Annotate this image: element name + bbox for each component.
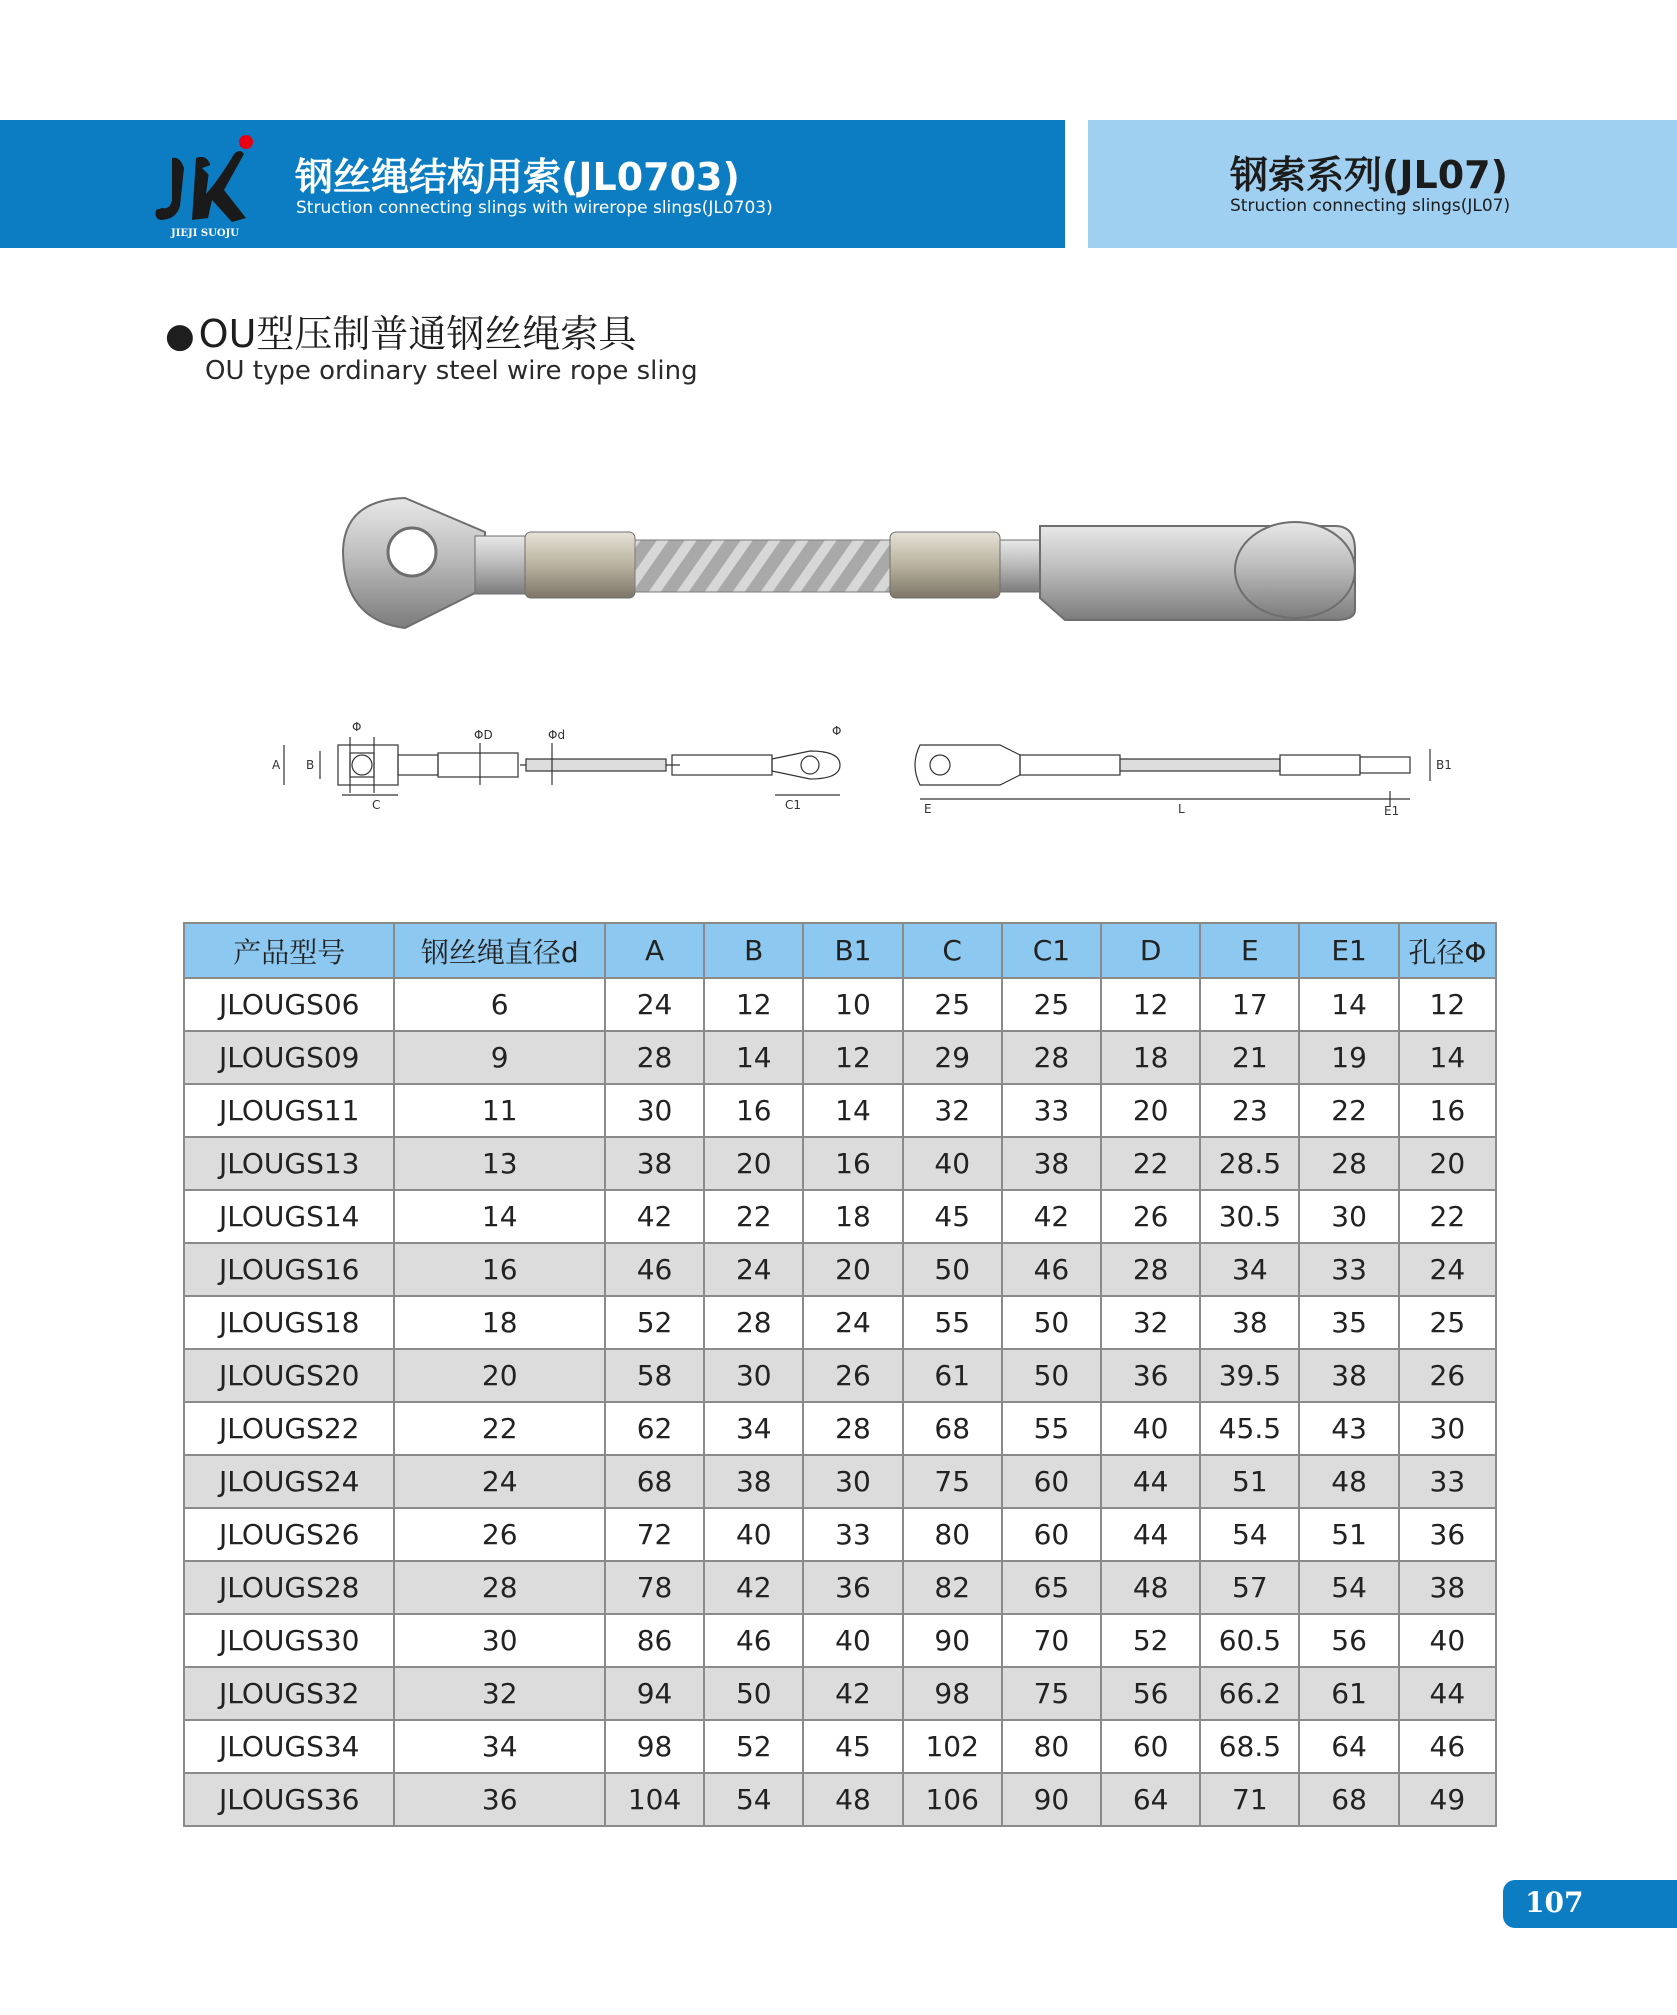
- table-cell: 22: [704, 1190, 803, 1243]
- column-header: B: [704, 923, 803, 978]
- table-cell: 36: [394, 1773, 604, 1826]
- table-cell: 104: [605, 1773, 704, 1826]
- table-cell: 9: [394, 1031, 604, 1084]
- table-cell: 52: [605, 1296, 704, 1349]
- table-cell: 40: [1101, 1402, 1200, 1455]
- table-cell: 55: [903, 1296, 1002, 1349]
- table-cell: 20: [803, 1243, 902, 1296]
- label-c: C: [372, 798, 381, 812]
- table-cell: 80: [1002, 1720, 1101, 1773]
- table-cell: 26: [394, 1508, 604, 1561]
- company-logo: [150, 128, 260, 240]
- logo-text: JIEJI SUOJU: [170, 228, 240, 239]
- table-cell: 51: [1299, 1508, 1398, 1561]
- table-cell: 12: [803, 1031, 902, 1084]
- model-cell: JLOUGS13: [184, 1137, 394, 1190]
- model-cell: JLOUGS32: [184, 1667, 394, 1720]
- table-cell: 68: [1299, 1773, 1398, 1826]
- table-cell: 36: [1101, 1349, 1200, 1402]
- table-cell: 72: [605, 1508, 704, 1561]
- table-cell: 14: [803, 1084, 902, 1137]
- column-header: E1: [1299, 923, 1398, 978]
- table-cell: 86: [605, 1614, 704, 1667]
- table-cell: 80: [903, 1508, 1002, 1561]
- table-row: [184, 1508, 1496, 1561]
- column-header: 钢丝绳直径d: [394, 923, 604, 978]
- table-cell: 26: [1101, 1190, 1200, 1243]
- table-cell: 32: [394, 1667, 604, 1720]
- label-b: B: [306, 758, 315, 772]
- table-cell: 94: [605, 1667, 704, 1720]
- table-cell: 28: [803, 1402, 902, 1455]
- label-a: A: [272, 758, 281, 772]
- table-cell: 75: [1002, 1667, 1101, 1720]
- model-cell: JLOUGS34: [184, 1720, 394, 1773]
- table-cell: 58: [605, 1349, 704, 1402]
- table-row: [184, 1720, 1496, 1773]
- model-cell: JLOUGS06: [184, 978, 394, 1031]
- column-header: C1: [1002, 923, 1101, 978]
- table-cell: 45: [903, 1190, 1002, 1243]
- table-cell: 21: [1200, 1031, 1299, 1084]
- table-cell: 25: [1399, 1296, 1496, 1349]
- model-cell: JLOUGS14: [184, 1190, 394, 1243]
- table-cell: 18: [803, 1190, 902, 1243]
- table-cell: 20: [394, 1349, 604, 1402]
- table-cell: 28: [1101, 1243, 1200, 1296]
- table-cell: 39.5: [1200, 1349, 1299, 1402]
- table-cell: 57: [1200, 1561, 1299, 1614]
- table-row: [184, 1667, 1496, 1720]
- table-cell: 12: [1101, 978, 1200, 1031]
- table-cell: 45.5: [1200, 1402, 1299, 1455]
- model-cell: JLOUGS20: [184, 1349, 394, 1402]
- table-cell: 71: [1200, 1773, 1299, 1826]
- label-e: E: [924, 802, 932, 816]
- table-cell: 50: [704, 1667, 803, 1720]
- table-cell: 49: [1399, 1773, 1496, 1826]
- model-cell: JLOUGS28: [184, 1561, 394, 1614]
- model-cell: JLOUGS30: [184, 1614, 394, 1667]
- table-cell: 28: [394, 1561, 604, 1614]
- table-row: [184, 978, 1496, 1031]
- table-cell: 18: [1101, 1031, 1200, 1084]
- table-cell: 30: [605, 1084, 704, 1137]
- series-title: 钢索系列(JL07): [1230, 153, 1508, 197]
- table-cell: 42: [605, 1190, 704, 1243]
- bullet-icon: ●: [165, 316, 195, 356]
- table-row: [184, 1349, 1496, 1402]
- table-cell: 65: [1002, 1561, 1101, 1614]
- table-cell: 28: [1299, 1137, 1398, 1190]
- table-row: [184, 1190, 1496, 1243]
- section-title-text: OU型压制普通钢丝绳索具: [198, 312, 637, 356]
- label-c1: C1: [785, 798, 802, 812]
- table-cell: 55: [1002, 1402, 1101, 1455]
- table-cell: 30: [394, 1614, 604, 1667]
- table-cell: 35: [1299, 1296, 1398, 1349]
- table-cell: 68: [605, 1455, 704, 1508]
- table-header-row: [184, 923, 1496, 978]
- table-cell: 13: [394, 1137, 604, 1190]
- column-header: C: [903, 923, 1002, 978]
- table-cell: 33: [1002, 1084, 1101, 1137]
- table-cell: 22: [1299, 1084, 1398, 1137]
- spec-table: [183, 922, 1497, 1827]
- table-cell: 38: [704, 1455, 803, 1508]
- table-cell: 28: [1002, 1031, 1101, 1084]
- table-row: [184, 1084, 1496, 1137]
- table-cell: 30.5: [1200, 1190, 1299, 1243]
- table-cell: 40: [704, 1508, 803, 1561]
- table-row: [184, 1614, 1496, 1667]
- table-cell: 48: [1299, 1455, 1398, 1508]
- table-cell: 42: [803, 1667, 902, 1720]
- table-cell: 48: [803, 1773, 902, 1826]
- table-cell: 20: [704, 1137, 803, 1190]
- table-cell: 24: [803, 1296, 902, 1349]
- table-row: [184, 1773, 1496, 1826]
- table-cell: 56: [1299, 1614, 1398, 1667]
- column-header: E: [1200, 923, 1299, 978]
- table-cell: 16: [803, 1137, 902, 1190]
- table-cell: 22: [1101, 1137, 1200, 1190]
- table-cell: 61: [903, 1349, 1002, 1402]
- model-cell: JLOUGS22: [184, 1402, 394, 1455]
- table-row: [184, 1031, 1496, 1084]
- table-cell: 44: [1101, 1455, 1200, 1508]
- table-cell: 82: [903, 1561, 1002, 1614]
- table-cell: 33: [803, 1508, 902, 1561]
- table-cell: 68.5: [1200, 1720, 1299, 1773]
- column-header: 产品型号: [184, 923, 394, 978]
- table-cell: 33: [1299, 1243, 1398, 1296]
- table-cell: 16: [704, 1084, 803, 1137]
- column-header: D: [1101, 923, 1200, 978]
- table-cell: 62: [605, 1402, 704, 1455]
- table-cell: 68: [903, 1402, 1002, 1455]
- table-cell: 14: [1299, 978, 1398, 1031]
- table-cell: 14: [704, 1031, 803, 1084]
- table-cell: 30: [803, 1455, 902, 1508]
- table-cell: 44: [1399, 1667, 1496, 1720]
- table-cell: 90: [903, 1614, 1002, 1667]
- label-l: L: [1178, 802, 1185, 816]
- table-cell: 28.5: [1200, 1137, 1299, 1190]
- column-header: B1: [803, 923, 902, 978]
- model-cell: JLOUGS09: [184, 1031, 394, 1084]
- table-cell: 52: [1101, 1614, 1200, 1667]
- table-cell: 38: [1002, 1137, 1101, 1190]
- table-cell: 34: [394, 1720, 604, 1773]
- header-title: 钢丝绳结构用索(JL0703): [295, 155, 740, 199]
- model-cell: JLOUGS16: [184, 1243, 394, 1296]
- table-cell: 16: [394, 1243, 604, 1296]
- technical-drawing: [272, 715, 1480, 825]
- table-cell: 46: [1002, 1243, 1101, 1296]
- table-cell: 26: [803, 1349, 902, 1402]
- table-cell: 29: [903, 1031, 1002, 1084]
- table-cell: 14: [1399, 1031, 1496, 1084]
- table-cell: 66.2: [1200, 1667, 1299, 1720]
- table-cell: 70: [1002, 1614, 1101, 1667]
- table-cell: 19: [1299, 1031, 1398, 1084]
- table-cell: 26: [1399, 1349, 1496, 1402]
- table-cell: 10: [803, 978, 902, 1031]
- table-cell: 61: [1299, 1667, 1398, 1720]
- table-cell: 22: [1399, 1190, 1496, 1243]
- table-cell: 51: [1200, 1455, 1299, 1508]
- table-cell: 24: [704, 1243, 803, 1296]
- table-cell: 50: [903, 1243, 1002, 1296]
- table-cell: 18: [394, 1296, 604, 1349]
- table-cell: 24: [605, 978, 704, 1031]
- table-row: [184, 1296, 1496, 1349]
- table-cell: 25: [1002, 978, 1101, 1031]
- table-cell: 12: [704, 978, 803, 1031]
- table-cell: 34: [704, 1402, 803, 1455]
- table-cell: 90: [1002, 1773, 1101, 1826]
- table-cell: 24: [394, 1455, 604, 1508]
- table-cell: 75: [903, 1455, 1002, 1508]
- table-cell: 64: [1101, 1773, 1200, 1826]
- column-header: A: [605, 923, 704, 978]
- model-cell: JLOUGS36: [184, 1773, 394, 1826]
- table-cell: 50: [1002, 1349, 1101, 1402]
- table-cell: 38: [1399, 1561, 1496, 1614]
- table-cell: 46: [605, 1243, 704, 1296]
- table-cell: 54: [1200, 1508, 1299, 1561]
- table-cell: 54: [1299, 1561, 1398, 1614]
- table-cell: 48: [1101, 1561, 1200, 1614]
- table-cell: 38: [605, 1137, 704, 1190]
- section-subtitle: OU type ordinary steel wire rope sling: [205, 356, 698, 386]
- table-cell: 30: [704, 1349, 803, 1402]
- label-phi-d-big: ΦD: [474, 728, 493, 742]
- table-cell: 20: [1399, 1137, 1496, 1190]
- table-cell: 32: [903, 1084, 1002, 1137]
- table-cell: 50: [1002, 1296, 1101, 1349]
- table-cell: 16: [1399, 1084, 1496, 1137]
- table-cell: 52: [704, 1720, 803, 1773]
- table-cell: 40: [1399, 1614, 1496, 1667]
- table-cell: 42: [1002, 1190, 1101, 1243]
- table-cell: 46: [1399, 1720, 1496, 1773]
- table-cell: 42: [704, 1561, 803, 1614]
- table-cell: 98: [605, 1720, 704, 1773]
- table-cell: 23: [1200, 1084, 1299, 1137]
- product-photo: [335, 480, 1415, 650]
- table-cell: 36: [803, 1561, 902, 1614]
- table-cell: 60: [1002, 1455, 1101, 1508]
- table-row: [184, 1402, 1496, 1455]
- table-cell: 30: [1399, 1402, 1496, 1455]
- table-cell: 17: [1200, 978, 1299, 1031]
- table-cell: 40: [903, 1137, 1002, 1190]
- table-cell: 32: [1101, 1296, 1200, 1349]
- model-cell: JLOUGS11: [184, 1084, 394, 1137]
- table-cell: 44: [1101, 1508, 1200, 1561]
- table-cell: 102: [903, 1720, 1002, 1773]
- table-cell: 78: [605, 1561, 704, 1614]
- table-row: [184, 1137, 1496, 1190]
- table-cell: 6: [394, 978, 604, 1031]
- table-cell: 28: [704, 1296, 803, 1349]
- table-cell: 60: [1101, 1720, 1200, 1773]
- table-cell: 20: [1101, 1084, 1200, 1137]
- series-subtitle: Struction connecting slings(JL07): [1230, 196, 1511, 216]
- column-header: 孔径Φ: [1399, 923, 1496, 978]
- header-subtitle: Struction connecting slings with wirerope slings(JL0703): [296, 198, 773, 218]
- model-cell: JLOUGS26: [184, 1508, 394, 1561]
- table-row: [184, 1243, 1496, 1296]
- table-row: [184, 1561, 1496, 1614]
- label-phi-2: Φ: [832, 724, 842, 738]
- table-cell: 33: [1399, 1455, 1496, 1508]
- table-cell: 38: [1299, 1349, 1398, 1402]
- table-cell: 25: [903, 978, 1002, 1031]
- table-cell: 46: [704, 1614, 803, 1667]
- table-cell: 43: [1299, 1402, 1398, 1455]
- model-cell: JLOUGS24: [184, 1455, 394, 1508]
- table-row: [184, 1455, 1496, 1508]
- section-title: [165, 303, 636, 358]
- table-cell: 11: [394, 1084, 604, 1137]
- table-cell: 60.5: [1200, 1614, 1299, 1667]
- table-cell: 34: [1200, 1243, 1299, 1296]
- table-cell: 98: [903, 1667, 1002, 1720]
- table-cell: 24: [1399, 1243, 1496, 1296]
- label-b1: B1: [1436, 758, 1452, 772]
- table-cell: 106: [903, 1773, 1002, 1826]
- table-cell: 12: [1399, 978, 1496, 1031]
- table-cell: 38: [1200, 1296, 1299, 1349]
- table-cell: 56: [1101, 1667, 1200, 1720]
- table-cell: 30: [1299, 1190, 1398, 1243]
- table-cell: 45: [803, 1720, 902, 1773]
- label-phi-d-small: Φd: [548, 728, 566, 742]
- table-cell: 28: [605, 1031, 704, 1084]
- table-cell: 36: [1399, 1508, 1496, 1561]
- table-cell: 64: [1299, 1720, 1398, 1773]
- table-cell: 40: [803, 1614, 902, 1667]
- label-phi: Φ: [352, 720, 362, 734]
- model-cell: JLOUGS18: [184, 1296, 394, 1349]
- table-cell: 14: [394, 1190, 604, 1243]
- table-cell: 60: [1002, 1508, 1101, 1561]
- table-cell: 22: [394, 1402, 604, 1455]
- label-e1: E1: [1384, 804, 1400, 818]
- table-cell: 54: [704, 1773, 803, 1826]
- page-number: 107: [1525, 1886, 1584, 1919]
